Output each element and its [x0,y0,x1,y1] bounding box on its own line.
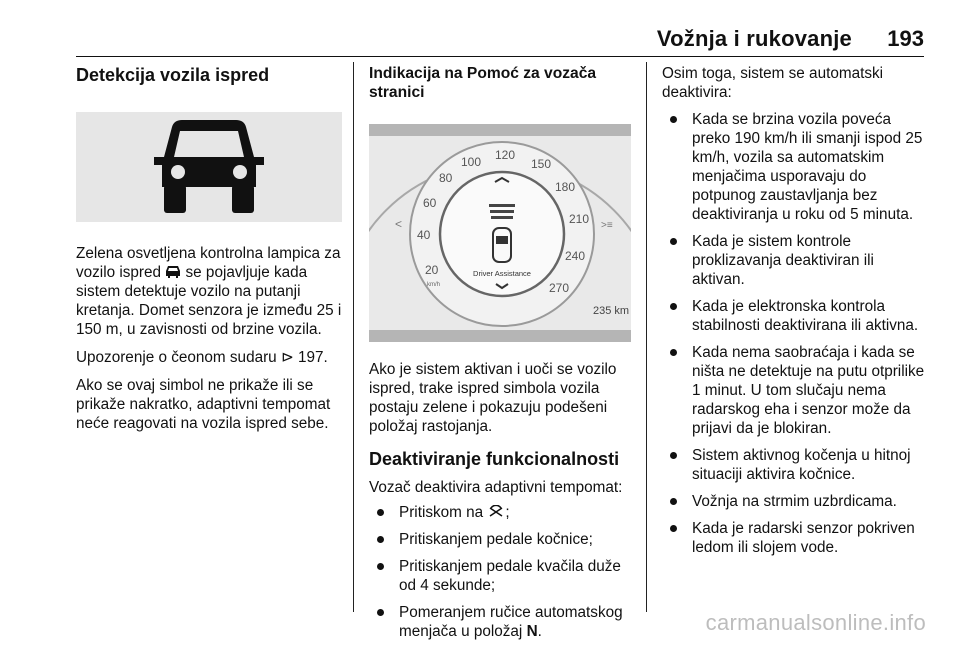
paragraph-auto-deactivate: Osim toga, sistem se automatski deaktivira: [662,65,884,101]
column-3 [662,64,930,565]
header-rule [76,56,924,57]
instrument-cluster-figure [369,124,631,342]
list-item: Vožnja na strmim uzbrdicama. [662,492,930,511]
list-item: Pritiskanjem pedale kočnice; [369,530,635,549]
tick-label-20: 20 [425,263,439,277]
column-divider-2 [646,62,647,612]
heading-vehicle-ahead: Detekcija vozila ispred [76,65,270,85]
tick-label-80: 80 [439,171,453,185]
tick-label-40: 40 [417,228,431,242]
tick-label-120: 120 [495,148,516,162]
column-1 [76,64,344,442]
page-ref-arrow-icon: ⊳ [280,349,294,366]
tick-label-150: 150 [531,157,552,171]
list-item: Kada je elektronska kontrola stabilnosti deaktivirana ili aktivna. [662,297,930,335]
section-title: Vožnja i rukovanje [656,26,852,51]
paragraph-note: Ako se ovaj simbol ne prikaže ili se prikaže nakratko, adaptivni tempomat neće reagovati na vozila ispred sebe. [76,377,331,432]
driver-deactivation-list [369,503,635,641]
svg-text:>≡: >≡ [601,220,613,231]
list-item: Sistem aktivnog kočenja u hitnoj situaciji aktivira kočnice. [662,446,930,484]
paragraph-driver-deactivates: Vozač deaktivira adaptivni tempomat: [369,479,623,496]
heading-driver-assist-page: Indikacija na Pomoć za vozača stranici [369,65,597,101]
list-item: Pomeranjem ručice automatskog menjača u položaj N. [369,603,635,641]
tick-label-270: 270 [549,281,570,295]
vehicle-ahead-figure [76,112,342,222]
page-number: 193 [887,26,924,51]
list-item: Kada nema saobraćaja i kada se ništa ne detektuje na putu otprilike 1 minut. U tom slučaju nema radarskog eha i senzor može da prijavi da je blokiran. [662,343,930,438]
tick-label-60: 60 [423,196,437,210]
list-item: Pritiskanjem pedale kvačila duže od 4 sekunde; [369,557,635,595]
vehicle-ahead-icon [144,117,274,217]
list-item: Kada je radarski senzor pokriven ledom ili slojem vode. [662,519,930,557]
vehicle-ahead-small-icon [165,265,181,279]
list-item: Kada se brzina vozila poveća preko 190 km/h ili smanji ispod 25 km/h, vozila sa automatskim menjačima usporavaju do potpunog zaustavljanja bez deaktiviranja u roku od 5 minuta. [662,110,930,224]
odometer-label: 235 km [593,305,630,317]
cluster-center-label: Driver Assistance [473,269,531,278]
paragraph-collision-ref: Upozorenje o čeonom sudaru ⊳ 197. [76,349,328,366]
heading-deactivation: Deaktiviranje funkcionalnosti [369,449,620,469]
instrument-cluster-image [369,124,631,342]
paragraph-description: Zelena osvetljena kontrolna lampica za vozilo ispred se pojavljuje kada sistem detektuje vozilo na putanji kretanja. Domet senzora je između 25 i 150 m, u zavisnosti od brzine vozila. [76,245,342,338]
column-divider-1 [353,62,354,612]
cruise-cancel-icon [487,505,505,519]
svg-text:<: < [395,217,403,231]
auto-deactivation-list [662,110,930,557]
tick-label-210: 210 [569,212,590,226]
list-item: Kada je sistem kontrole proklizavanja deaktiviran ili aktivan. [662,232,930,289]
unit-label: km/h [427,282,441,288]
tick-label-100: 100 [461,155,482,169]
watermark: carmanualsonline.info [705,610,926,635]
tick-label-180: 180 [555,180,576,194]
tick-label-240: 240 [565,249,586,263]
column-2 [369,64,635,649]
page-header [0,0,960,58]
list-item: Pritiskom na ; [369,503,635,522]
paragraph-active: Ako je sistem aktivan i uoči se vozilo ispred, trake ispred simbola vozila postaju zelene i pokazuju podešeni položaj rastojanja. [369,361,617,435]
